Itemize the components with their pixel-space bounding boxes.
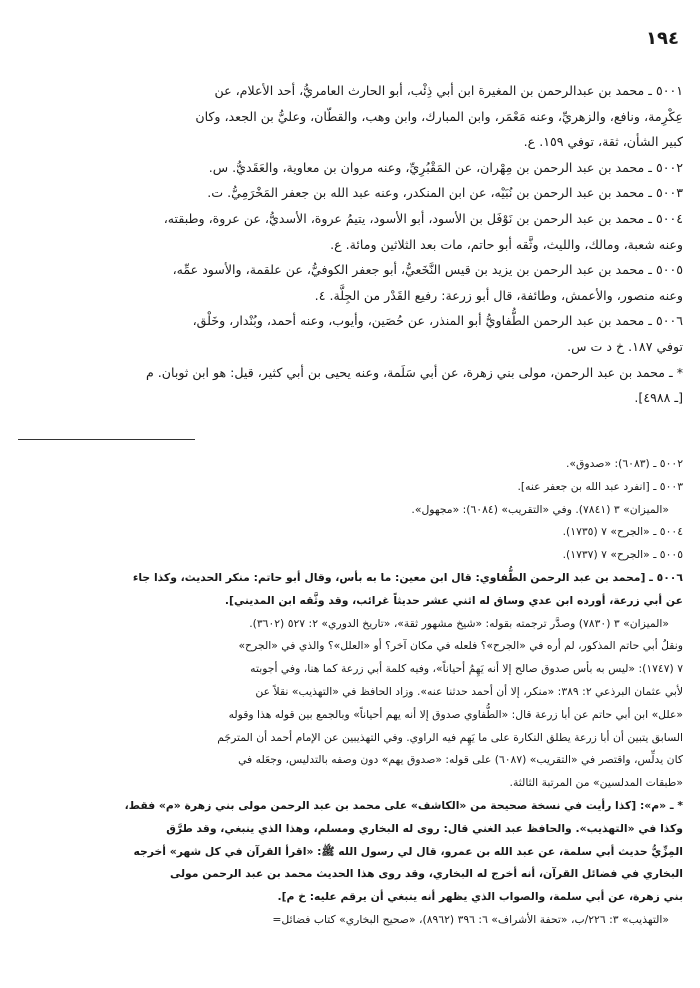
entry-line: ٥٠٠٣ ـ محمد بن عبد الرحمن بن نُبَيْه، عن ابن المنكدر، وعنه عبد الله بن جعفر المَخْرَمِيُّ. ت. xyxy=(207,185,683,201)
footnote-line: «علل» ابن أبي حاتم عن أبا زرعة قال: «الطُّفاوي صدوق إلا أنه يهم أحياناً» وبالجمع بين قوله هذا وقوله xyxy=(228,707,683,721)
entry-5005 xyxy=(18,257,683,308)
footnote-line: ٥٠٠٣ ـ [انفرد عبد الله بن جعفر عنه]. xyxy=(517,479,683,493)
footnote-line: «الميزان» ٣ (٧٨٣٠) وصدَّر ترجمته بقوله: «شيخ مشهور ثقة»، «تاريخ الدوري» ٢: ٥٢٧ (٣٦٠٢). xyxy=(249,616,669,630)
entry-5001 xyxy=(18,78,683,155)
entry-line: [ـ ٤٩٨٨]. xyxy=(634,390,683,406)
entries-list xyxy=(18,78,683,411)
entry-line: ٥٠٠٤ ـ محمد بن عبد الرحمن بن نَوْفَل بن الأسود، أبو الأسود، يتيمُ عروة، الأسديُّ، عن عروة، وطبقته، xyxy=(163,210,683,226)
footnote-line: «طبقات المدلسين» من المرتبة الثالثة. xyxy=(509,776,683,790)
footnote-line: «الميزان» ٣ (٧٨٤١). وفي «التقريب» (٦٠٨٤): «مجهول». xyxy=(411,502,669,516)
entry-line: عِكْرِمة، ونافع، والزهريِّ، وعنه مَعْمَر، وابن المبارك، وابن وهب، والقطّان، وعليُّ بن الجعد، وكان xyxy=(195,108,683,124)
page-number: ١٩٤ xyxy=(646,28,679,49)
footnote-line: ٥٠٠٦ ـ [محمد بن عبد الرحمن الطُّفاوي: قال ابن معين: ما به بأس، وقال أبو حاتم: منكر الحديث، وكذا جاء xyxy=(132,570,683,584)
entry-line: ٥٠٠٦ ـ محمد بن عبد الرحمن الطُّفاويُّ أبو المنذر، عن حُصَين، وأيوب، وعنه أحمد، وبُنْدار، وخَلْق، xyxy=(192,313,683,329)
entry-line: * ـ محمد بن عبد الرحمن، مولى بني زهرة، عن أبي سَلَمة، وعنه يحيى بن أبي كثير، قيل: هو ابن ثوبان. م xyxy=(145,364,683,380)
footnotes xyxy=(18,453,683,932)
footnote-line: ٥٠٠٢ ـ (٦٠٨٣): «صدوق». xyxy=(565,457,683,470)
footnote-line: ونقلُ أبي حاتم المذكور، لم أره في «الجرح»؟ فلعله في مكان آخر؟ أو «العلل»؟ والذي في «الجرح» xyxy=(238,639,683,653)
star-entry xyxy=(18,360,683,411)
entry-line: ٥٠٠١ ـ محمد بن عبدالرحمن بن المغيرة ابن أبي ذِئْب، أبو الحارث العامريُّ، أحد الأعلام، عن xyxy=(214,83,683,98)
footnote-line: * ـ «م»: [كذا رأيت في نسخة صحيحة من «الكاشف» على محمد بن عبد الرحمن مولى بني زهرة «م» فقط، xyxy=(124,798,683,812)
entry-line: وعنه منصور، والأعمش، وطائفة، قال أبو زرعة: رفيع القَدْر من الجِلَّة. ٤. xyxy=(314,287,683,303)
entry-line: ٥٠٠٢ ـ محمد بن عبد الرحمن بن مِهْران، عن المَقْبُرِيِّ، وعنه مروان بن معاوية، والعَقَديُّ. س. xyxy=(208,159,683,175)
entry-line: ٥٠٠٥ ـ محمد بن عبد الرحمن بن يزيد بن قيس النَّخَعيُّ، أبو جعفر الكوفيُّ، عن علقمة، والأسود عمِّه، xyxy=(172,262,683,278)
entry-5004 xyxy=(18,206,683,257)
entry-line: توفي ١٨٧. خ د ت س. xyxy=(567,338,683,354)
entry-line: وعنه شعبة، ومالك، والليث، وثَّقه أبو حاتم، مات بعد الثلاثين ومائة. ع. xyxy=(330,236,683,252)
entry-5002 xyxy=(18,155,683,181)
footnote-line: ٥٠٠٤ ـ «الجرح» ٧ (١٧٣٥). xyxy=(562,525,683,539)
footnote-divider xyxy=(18,439,195,440)
footnote-line: بني زهرة، عن أبي سلمة، والصواب الذي يظهر أنه ينبغي أن يرقم عليه: خ م]. xyxy=(277,890,683,904)
entry-line: كبير الشأن، ثقة، توفي ١٥٩. ع. xyxy=(523,134,683,150)
footnote-line: وكذا في «التهذيب». والحافظ عبد الغني قال: روى له البخاري ومسلم، وهذا الذي ينبغي، وقد طرَّق xyxy=(166,821,683,835)
entry-5006 xyxy=(18,308,683,359)
entry-5003 xyxy=(18,180,683,206)
footnote-line: لأبي عثمان البرذعي ٢: ٣٨٩: «منكر، إلا أن أحمد حدثنا عنه». وزاد الحافظ في «التهذيب» نقلاً عن xyxy=(255,684,683,698)
footnote-line: المِزِّيُّ حديث أبي سلمة، عن عبد الله بن عمرو، قال لي رسول الله ﷺ: «اقرأ القرآن في كل شهر» أخرجه xyxy=(133,844,683,858)
footnote-line: ٧ (١٧٤٧): «ليس به بأس صدوق صالح إلا أنه يَهِمُ أحياناً»، وفيه كلمة أبي زرعة كما هنا، وفي أجوبته xyxy=(250,662,683,676)
footnote-line: عن أبي زرعة، أورده ابن عدي وساق له اثني عشر حديثاً غرائب، وقد وثَّقه ابن المديني]. xyxy=(224,593,683,607)
footnote-line: «التهذيب» ٣: ٢٢٦/ب، «تحفة الأشراف» ٦: ٣٩٦ (٨٩٦٢)، «صحيح البخاري» كتاب فضائل= xyxy=(272,912,669,926)
footnote-line: كان يدلِّس، واقتصر في «التقريب» (٦٠٨٧) على قوله: «صدوق يهم» دون وصفه بالتدليس، وجعَله في xyxy=(238,753,683,767)
footnote-line: السابق يتبين أن أبا زرعة يطلق النكارة على ما يَهِم فيه الراوي. وفي التهذيبين عن الإمام أحمد أن المترجَم xyxy=(217,730,683,744)
footnote-line: ٥٠٠٥ ـ «الجرح» ٧ (١٧٣٧). xyxy=(562,548,683,562)
footnote-line: البخاري في فضائل القرآن، أنه أخرج له البخاري، وقد روى هذا الحديث محمد بن عبد الرحمن مولى xyxy=(170,867,683,881)
